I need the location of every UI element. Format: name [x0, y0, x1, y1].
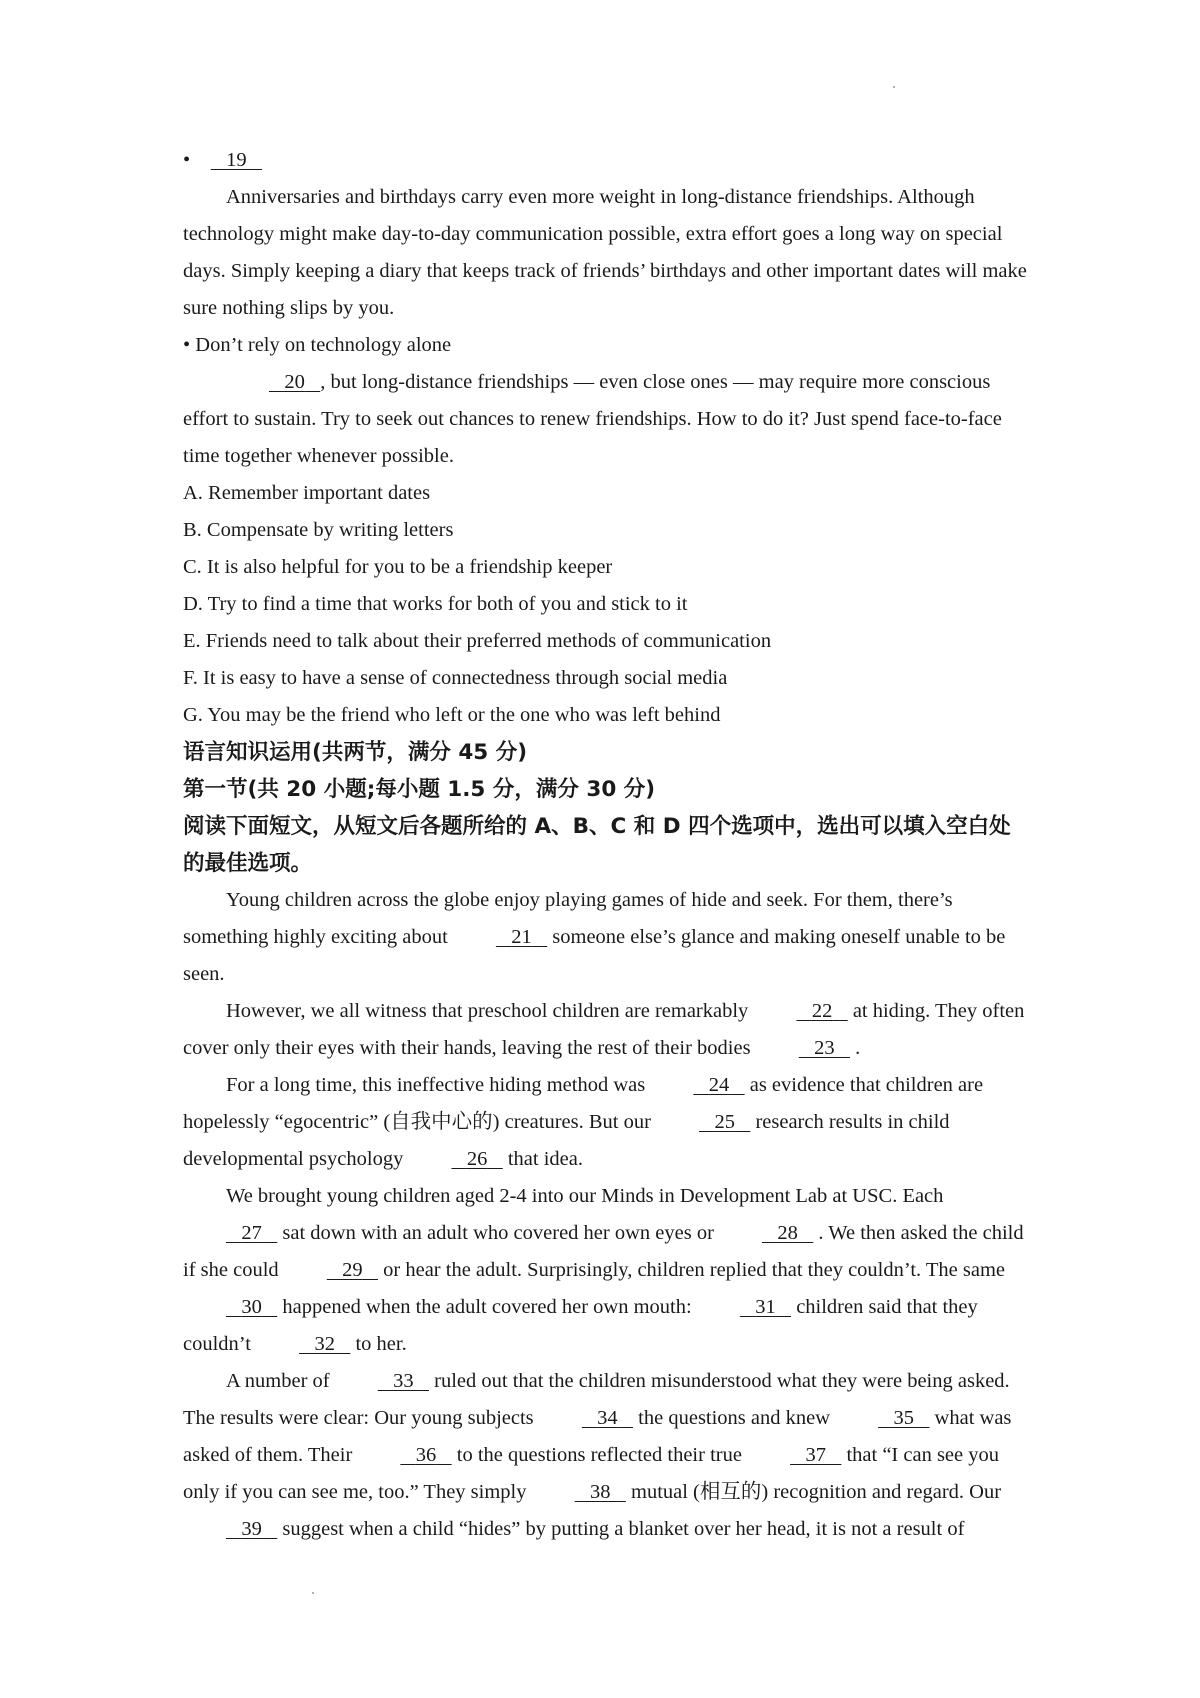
instruction: 阅读下面短文，从短文后各题所给的 A、B、C 和 D 四个选项中，选出可以填入空白处的最佳选项。	[183, 814, 1011, 876]
section-title: 语言知识运用(共两节，满分 45 分)	[183, 740, 528, 765]
cloze-paragraph-3: For a long time, this ineffective hiding method was 24 as evidence that children are hopelessly “egocentric” (自我中心的) creatures. But our 25 research results in child developmental psychology 26 that idea.	[183, 1067, 1028, 1178]
blank-30: 30	[241, 1296, 262, 1318]
blank-38: 38	[590, 1481, 611, 1503]
blank-19: 19	[226, 149, 247, 171]
cloze-paragraph-2: However, we all witness that preschool children are remarkably 22 at hiding. They often cover only their eyes with their hands, leaving the rest of their bodies 23 .	[183, 993, 1028, 1067]
option-a: A. Remember important dates	[183, 482, 431, 504]
blank-27: 27	[241, 1222, 262, 1244]
bullet-glyph: •	[183, 149, 191, 171]
part-title: 第一节(共 20 小题;每小题 1.5 分，满分 30 分)	[183, 777, 656, 802]
blank-26: 26	[466, 1148, 488, 1170]
option-d: D. Try to find a time that works for both of you and stick to it	[183, 593, 688, 615]
blank-21: 21	[511, 926, 532, 948]
paragraph-20: 20 , but long-distance friendships — even close ones — may require more conscious effort to sustain. Try to seek out chances to renew friendships. How to do it? Just spend face-to-face time together whenever possible.	[183, 364, 1028, 475]
blank-25: 25	[714, 1111, 735, 1133]
blank-39: 39	[241, 1518, 262, 1540]
scan-speck	[312, 1592, 314, 1594]
cloze-paragraph-1: Young children across the globe enjoy playing games of hide and seek. For them, there’s something highly exciting about 21 someone else’s glance and making oneself unable to be seen.	[183, 889, 1006, 985]
blank-29: 29	[342, 1259, 363, 1281]
blank-31: 31	[755, 1296, 776, 1318]
blank-22: 22	[811, 1000, 833, 1022]
blank-34: 34	[597, 1407, 618, 1429]
blank-23: 23	[814, 1037, 835, 1059]
option-f: F. It is easy to have a sense of connectedness through social media	[183, 667, 728, 689]
blank-35: 35	[893, 1407, 915, 1429]
blank-32: 32	[314, 1333, 335, 1355]
blank-24: 24	[708, 1074, 730, 1096]
cloze-paragraph-5: A number of 33 ruled out that the children misunderstood what they were being asked. The results were clear: Our young subjects 34 the questions and knew 35 what was asked of them. Their 36 to the questions reflected their true 37 that “I can see you only if you can see me, too.” They simply 38 mutual (相互的) recognition and regard. Our 39 suggest when a child “hides” by putting a blanket over her head, it is not a result of	[183, 1363, 1028, 1548]
option-b: B. Compensate by writing letters	[183, 519, 454, 541]
blank-33: 33	[393, 1370, 414, 1392]
blank-20: 20	[284, 371, 305, 393]
subheading-technology: • Don’t rely on technology alone	[183, 334, 452, 356]
option-g: G. You may be the friend who left or the one who was left behind	[183, 704, 721, 726]
blank-37: 37	[805, 1444, 826, 1466]
option-e: E. Friends need to talk about their preferred methods of communication	[183, 630, 772, 652]
cloze-paragraph-4: We brought young children aged 2-4 into our Minds in Development Lab at USC. Each 27 sat down with an adult who covered her own eyes or 28 . We then asked the child if she could 29 or hear the adult. Surprisingly, children replied that they couldn’t. The same 30 happened when the adult covered her own mouth: 31 children said that they couldn’t 32 to her.	[183, 1178, 1028, 1363]
scan-speck	[893, 86, 895, 88]
blank-28: 28	[777, 1222, 798, 1244]
option-c: C. It is also helpful for you to be a friendship keeper	[183, 556, 613, 578]
paragraph-19: Anniversaries and birthdays carry even more weight in long-distance friendships. Although technology might make day-to-day communication possible, extra effort goes a long way on special days. Simply keeping a diary that keeps track of friends’ birthdays and other important dates will make sure nothing slips by you.	[183, 186, 1027, 319]
blank-19-line	[183, 145, 1028, 175]
blank-36: 36	[415, 1444, 437, 1466]
page-content	[183, 145, 1028, 1548]
